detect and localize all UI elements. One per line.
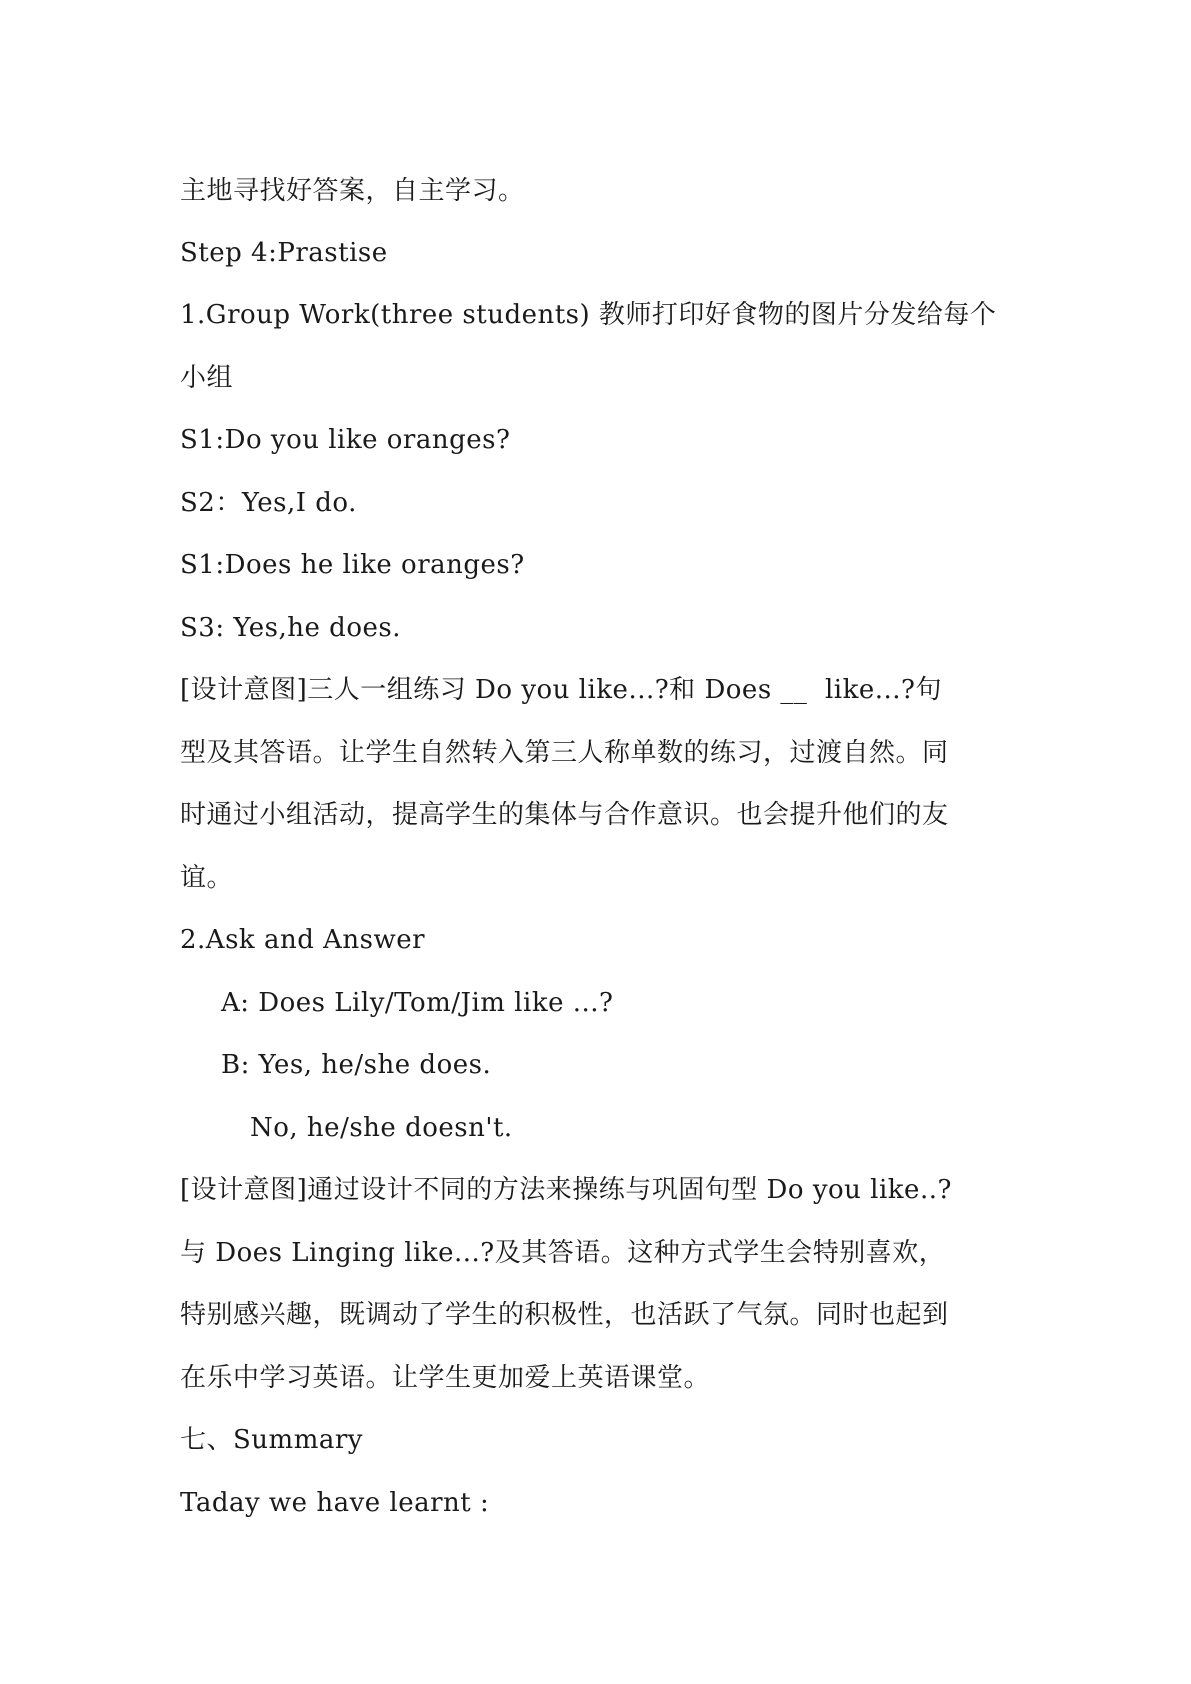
text-line: 特别感兴趣，既调动了学生的积极性，也活跃了气氛。同时也起到 (180, 1300, 949, 1330)
dialogue-line: S1:Do you like oranges? (180, 425, 511, 455)
dialogue-line: S2：Yes,I do. (180, 488, 357, 518)
design-intent-line: [设计意图]通过设计不同的方法来操练与巩固句型 Do you like..? (180, 1175, 952, 1205)
text-line: 主地寻找好答案，自主学习。 (180, 176, 525, 206)
step-heading: Step 4:Prastise (180, 238, 388, 268)
dialogue-line: B: Yes, he/she does. (221, 1050, 492, 1080)
dialogue-line: A: Does Lily/Tom/Jim like ...? (221, 988, 614, 1018)
dialogue-line: S1:Does he like oranges? (180, 550, 525, 580)
text-line: 型及其答语。让学生自然转入第三人称单数的练习，过渡自然。同 (180, 738, 949, 768)
text-line: 在乐中学习英语。让学生更加爱上英语课堂。 (180, 1363, 711, 1393)
design-intent-line: [设计意图]三人一组练习 Do you like...?和 Does __ like...?句 (180, 675, 942, 705)
text-line: Taday we have learnt : (180, 1488, 490, 1518)
text-line: 时通过小组活动，提高学生的集体与合作意识。也会提升他们的友 (180, 800, 949, 830)
text-line: 与 Does Linging like...?及其答语。这种方式学生会特别喜欢， (180, 1238, 946, 1268)
section-heading: 2.Ask and Answer (180, 925, 426, 955)
dialogue-line: No, he/she doesn't. (250, 1113, 513, 1143)
section-heading: 七、Summary (180, 1425, 363, 1455)
text-line: 小组 (180, 363, 234, 393)
dialogue-line: S3: Yes,he does. (180, 613, 401, 643)
text-line: 1.Group Work(three students) 教师打印好食物的图片分发给每个 (180, 300, 997, 330)
text-line: 谊。 (180, 863, 234, 893)
